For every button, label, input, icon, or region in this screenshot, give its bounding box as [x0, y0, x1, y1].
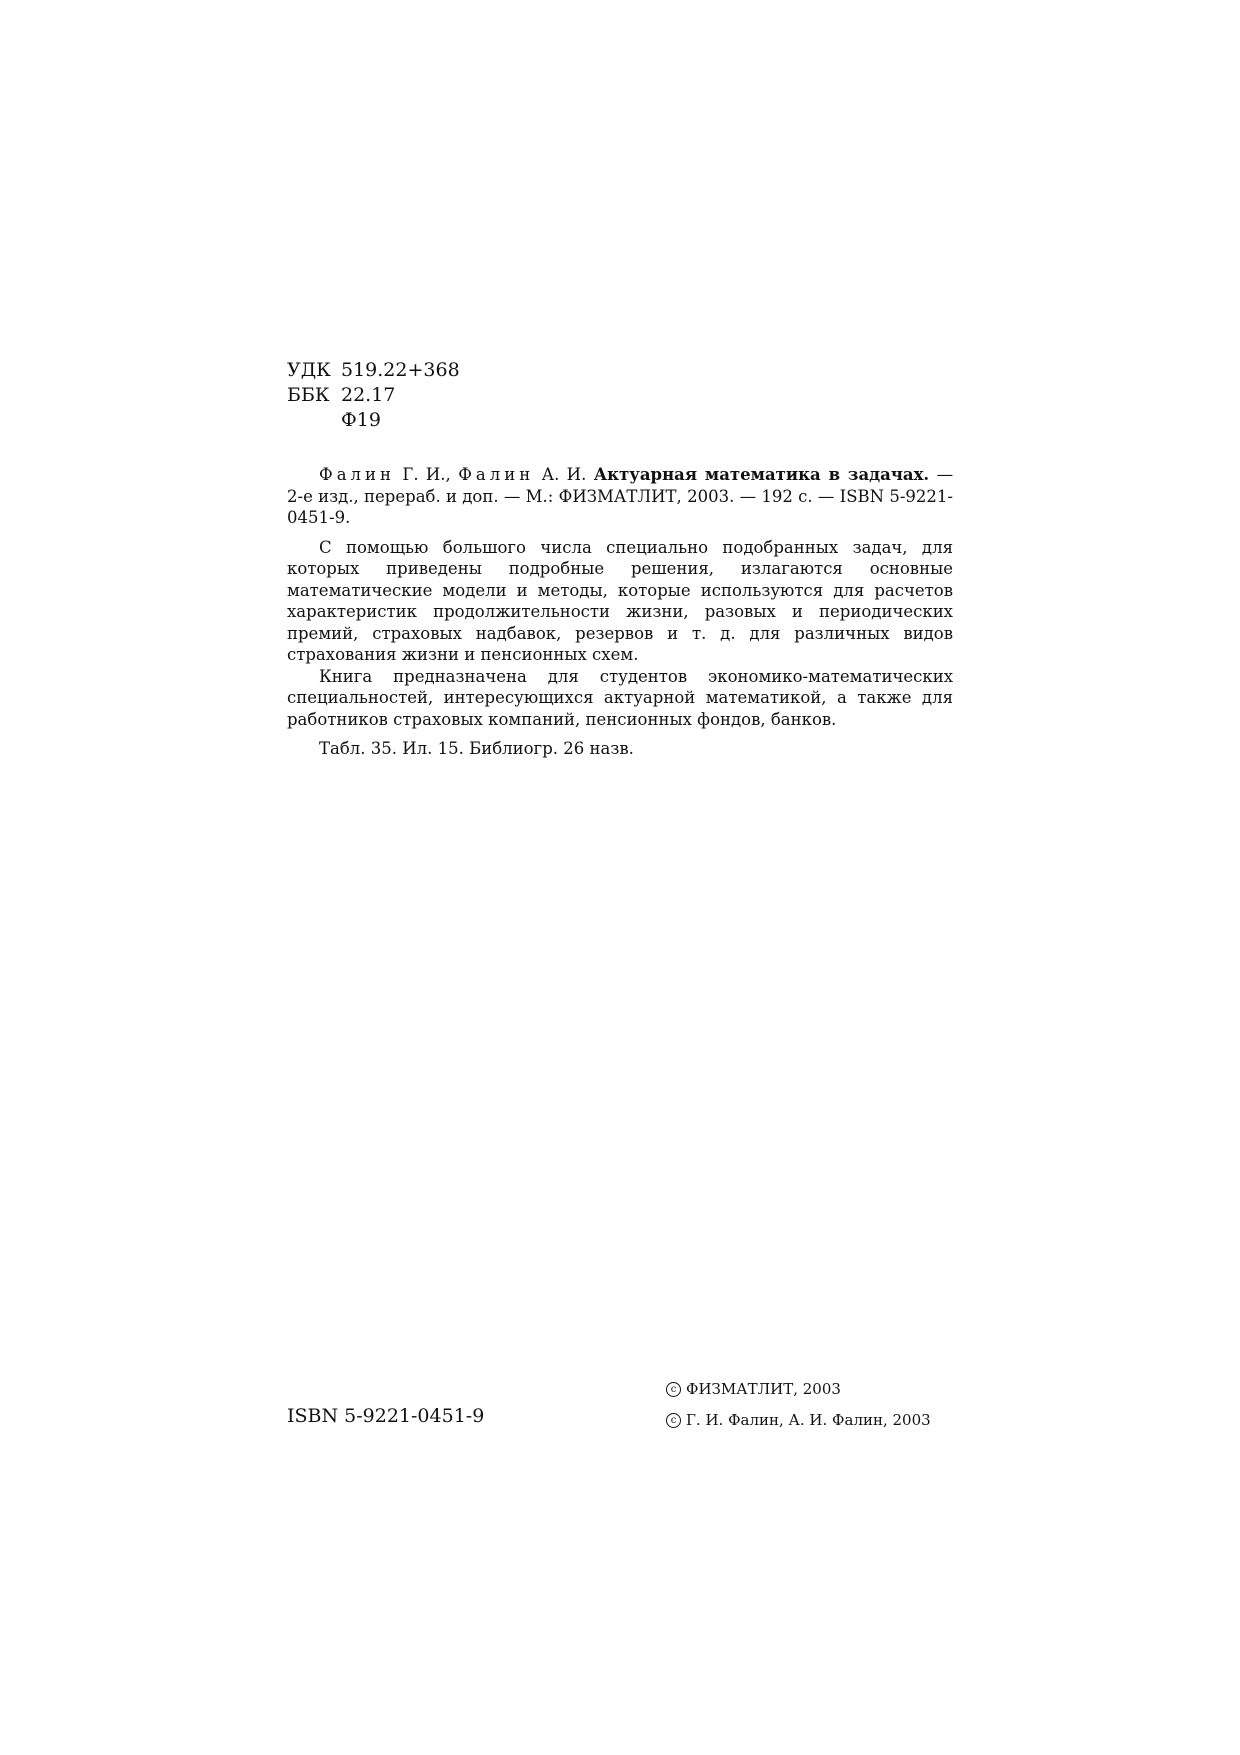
author1-surname: Фалин: [319, 465, 396, 484]
author-sign: Ф19: [341, 409, 381, 431]
annotation-paragraph-2: Книга предназначена для студентов экономико-математических специальностей, интересующихся актуарной математикой, а также для работников страховых компаний, пенсионных фондов, банков.: [287, 666, 953, 729]
copyright-icon: c: [666, 1413, 681, 1428]
copyright-line-authors: [666, 1405, 931, 1436]
author2-initials: А. И.: [541, 465, 587, 484]
classification-block: [287, 358, 460, 433]
bbk-value: 22.17: [341, 384, 396, 406]
copyright-icon: c: [666, 1382, 681, 1397]
udk-value: 519.22+368: [341, 359, 460, 381]
author2-surname: Фалин: [458, 465, 535, 484]
udk-row: [287, 358, 460, 383]
udk-label: УДК: [287, 359, 331, 381]
bbk-label: ББК: [287, 384, 330, 406]
bbk-row: [287, 383, 460, 408]
isbn-footer: ISBN 5-9221-0451-9: [287, 1405, 485, 1427]
bibliography-stats: Табл. 35. Ил. 15. Библиогр. 26 назв.: [319, 739, 634, 758]
annotation-paragraph-1: С помощью большого числа специально подобранных задач, для которых приведены подробные решения, излагаются основные математические модели и методы, которые используются для расчетов характеристик продолжительности жизни, разовых и периодических премий, страховых надбавок, резервов и т. д. для различных видов страхования жизни и пенсионных схем.: [287, 537, 953, 664]
copyright-publisher-text: ФИЗМАТЛИТ, 2003: [686, 1380, 841, 1398]
bibliographic-record: [287, 464, 953, 529]
copyright-block: [666, 1374, 931, 1436]
edition-details: — 2-е изд., перераб. и доп. — М.: ФИЗМАТЛИТ, 2003. — 192 с. — ISBN 5-9221-0451-9.: [287, 465, 954, 527]
abstract-block: [287, 464, 953, 760]
book-title: Актуарная математика в задачах.: [593, 465, 930, 484]
copyright-authors-text: Г. И. Фалин, А. И. Фалин, 2003: [686, 1411, 931, 1429]
copyright-line-publisher: [666, 1374, 931, 1405]
author1-initials: Г. И.,: [402, 465, 451, 484]
